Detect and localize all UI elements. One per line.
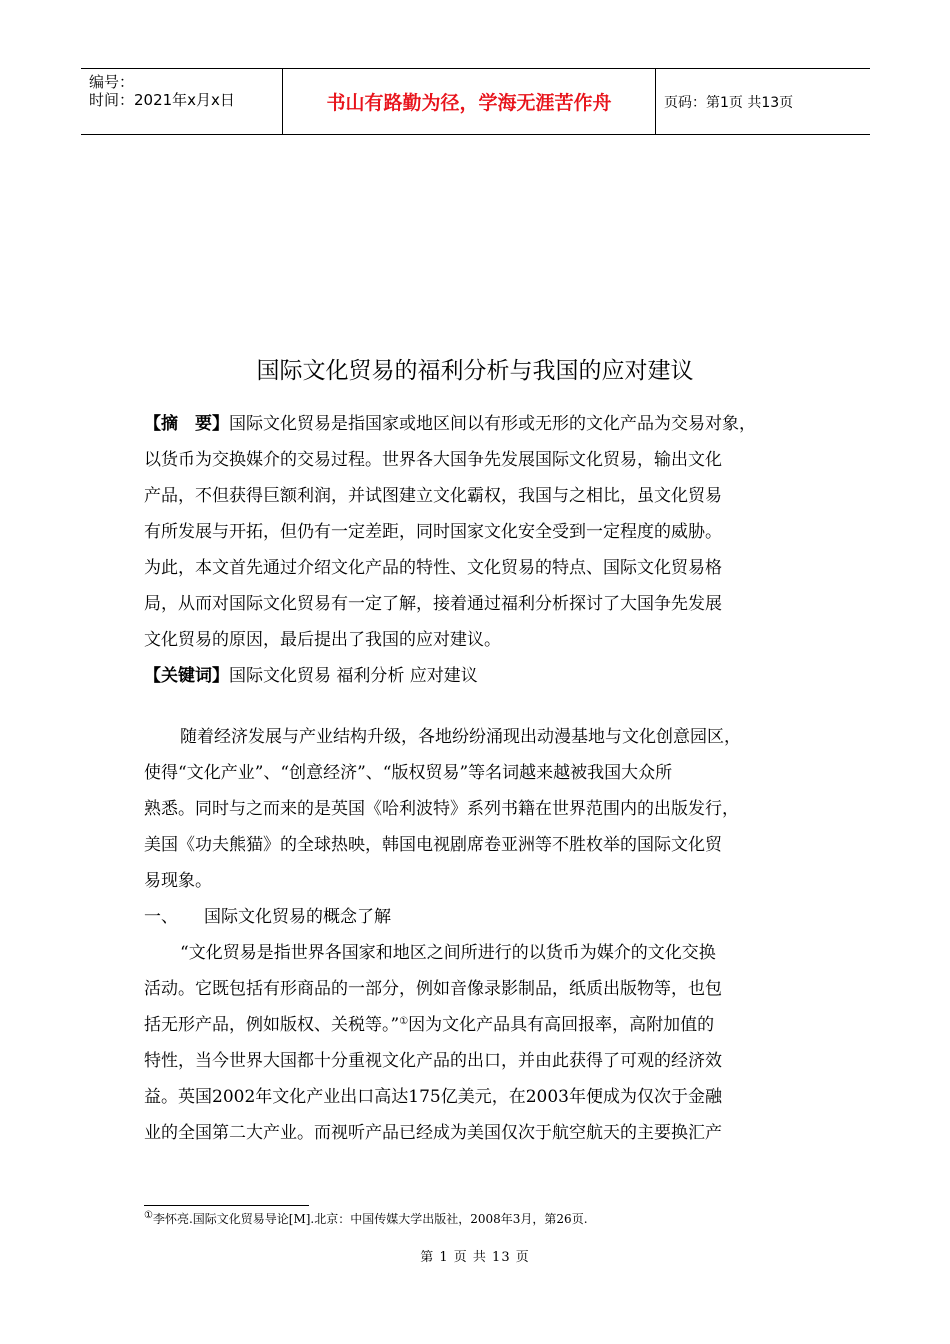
footnote-ref: ① bbox=[399, 1016, 409, 1027]
section-title: 国际文化贸易的概念了解 bbox=[204, 907, 391, 927]
keywords-line bbox=[144, 658, 814, 694]
section-heading bbox=[144, 899, 814, 935]
abstract-label: 【摘 要】 bbox=[144, 414, 229, 434]
section-number: 一、 bbox=[144, 907, 178, 927]
section-line: 益。英国2002年文化产业出口高达175亿美元，在2003年便成为仅次于金融 bbox=[144, 1087, 722, 1107]
section-line: 特性，当今世界大国都十分重视文化产品的出口，并由此获得了可观的经济效 bbox=[144, 1051, 722, 1071]
keywords-label: 【关键词】 bbox=[144, 666, 229, 686]
footnote-divider bbox=[144, 1205, 309, 1206]
intro-line: 随着经济发展与产业结构升级，各地纷纷涌现出动漫基地与文化创意园区， bbox=[180, 727, 741, 747]
section-line: “文化贸易是指世界各国家和地区之间所进行的以货币为媒介的文化交换 bbox=[180, 943, 716, 963]
abstract-block bbox=[144, 406, 814, 694]
document-title: 国际文化贸易的福利分析与我国的应对建议 bbox=[256, 358, 694, 384]
header-page-code: 页码：第1页 共13页 bbox=[664, 94, 794, 111]
time-label: 时间：2021年x月x日 bbox=[89, 91, 235, 109]
abstract-line: 以货币为交换媒介的交易过程。世界各大国争先发展国际文化贸易，输出文化 bbox=[144, 450, 722, 470]
intro-line: 使得“文化产业”、“创意经济”、“版权贸易”等名词越来越被我国大众所 bbox=[144, 763, 673, 783]
keywords-text: 国际文化贸易 福利分析 应对建议 bbox=[229, 666, 478, 686]
footnote bbox=[144, 1211, 588, 1227]
section-line: 活动。它既包括有形商品的一部分，例如音像录影制品，纸质出版物等，也包 bbox=[144, 979, 722, 999]
footnote-mark: ① bbox=[144, 1210, 153, 1221]
quote-continue: 因为文化产品具有高回报率，高附加值的 bbox=[408, 1015, 715, 1035]
number-label: 编号： bbox=[89, 73, 135, 91]
header-meta bbox=[81, 69, 282, 134]
page-footer: 第 1 页 共 13 页 bbox=[420, 1250, 530, 1265]
intro-line: 易现象。 bbox=[144, 871, 212, 891]
intro-line: 熟悉。同时与之而来的是英国《哈利波特》系列书籍在世界范围内的出版发行， bbox=[144, 799, 739, 819]
section-line bbox=[144, 1007, 814, 1043]
quote-end: 括无形产品，例如版权、关税等。” bbox=[144, 1015, 400, 1035]
abstract-line: 产品，不但获得巨额利润，并试图建立文化霸权，我国与之相比，虽文化贸易 bbox=[144, 486, 722, 506]
abstract-line: 国际文化贸易是指国家或地区间以有形或无形的文化产品为交易对象， bbox=[229, 414, 756, 434]
abstract-line: 为此，本文首先通过介绍文化产品的特性、文化贸易的特点、国际文化贸易格 bbox=[144, 558, 722, 578]
document-header bbox=[81, 68, 870, 135]
footnote-text: 李怀亮.国际文化贸易导论[M].北京：中国传媒大学出版社，2008年3月，第26页. bbox=[152, 1212, 588, 1226]
header-motto: 书山有路勤为径，学海无涯苦作舟 bbox=[282, 69, 656, 134]
intro-line: 美国《功夫熊猫》的全球热映，韩国电视剧席卷亚洲等不胜枚举的国际文化贸 bbox=[144, 835, 722, 855]
section-line: 业的全国第二大产业。而视听产品已经成为美国仅次于航空航天的主要换汇产 bbox=[144, 1123, 722, 1143]
abstract-line: 局，从而对国际文化贸易有一定了解，接着通过福利分析探讨了大国争先发展 bbox=[144, 594, 722, 614]
abstract-line: 文化贸易的原因，最后提出了我国的应对建议。 bbox=[144, 630, 501, 650]
abstract-line: 有所发展与开拓，但仍有一定差距，同时国家文化安全受到一定程度的威胁。 bbox=[144, 522, 722, 542]
intro-paragraph bbox=[144, 719, 814, 1151]
